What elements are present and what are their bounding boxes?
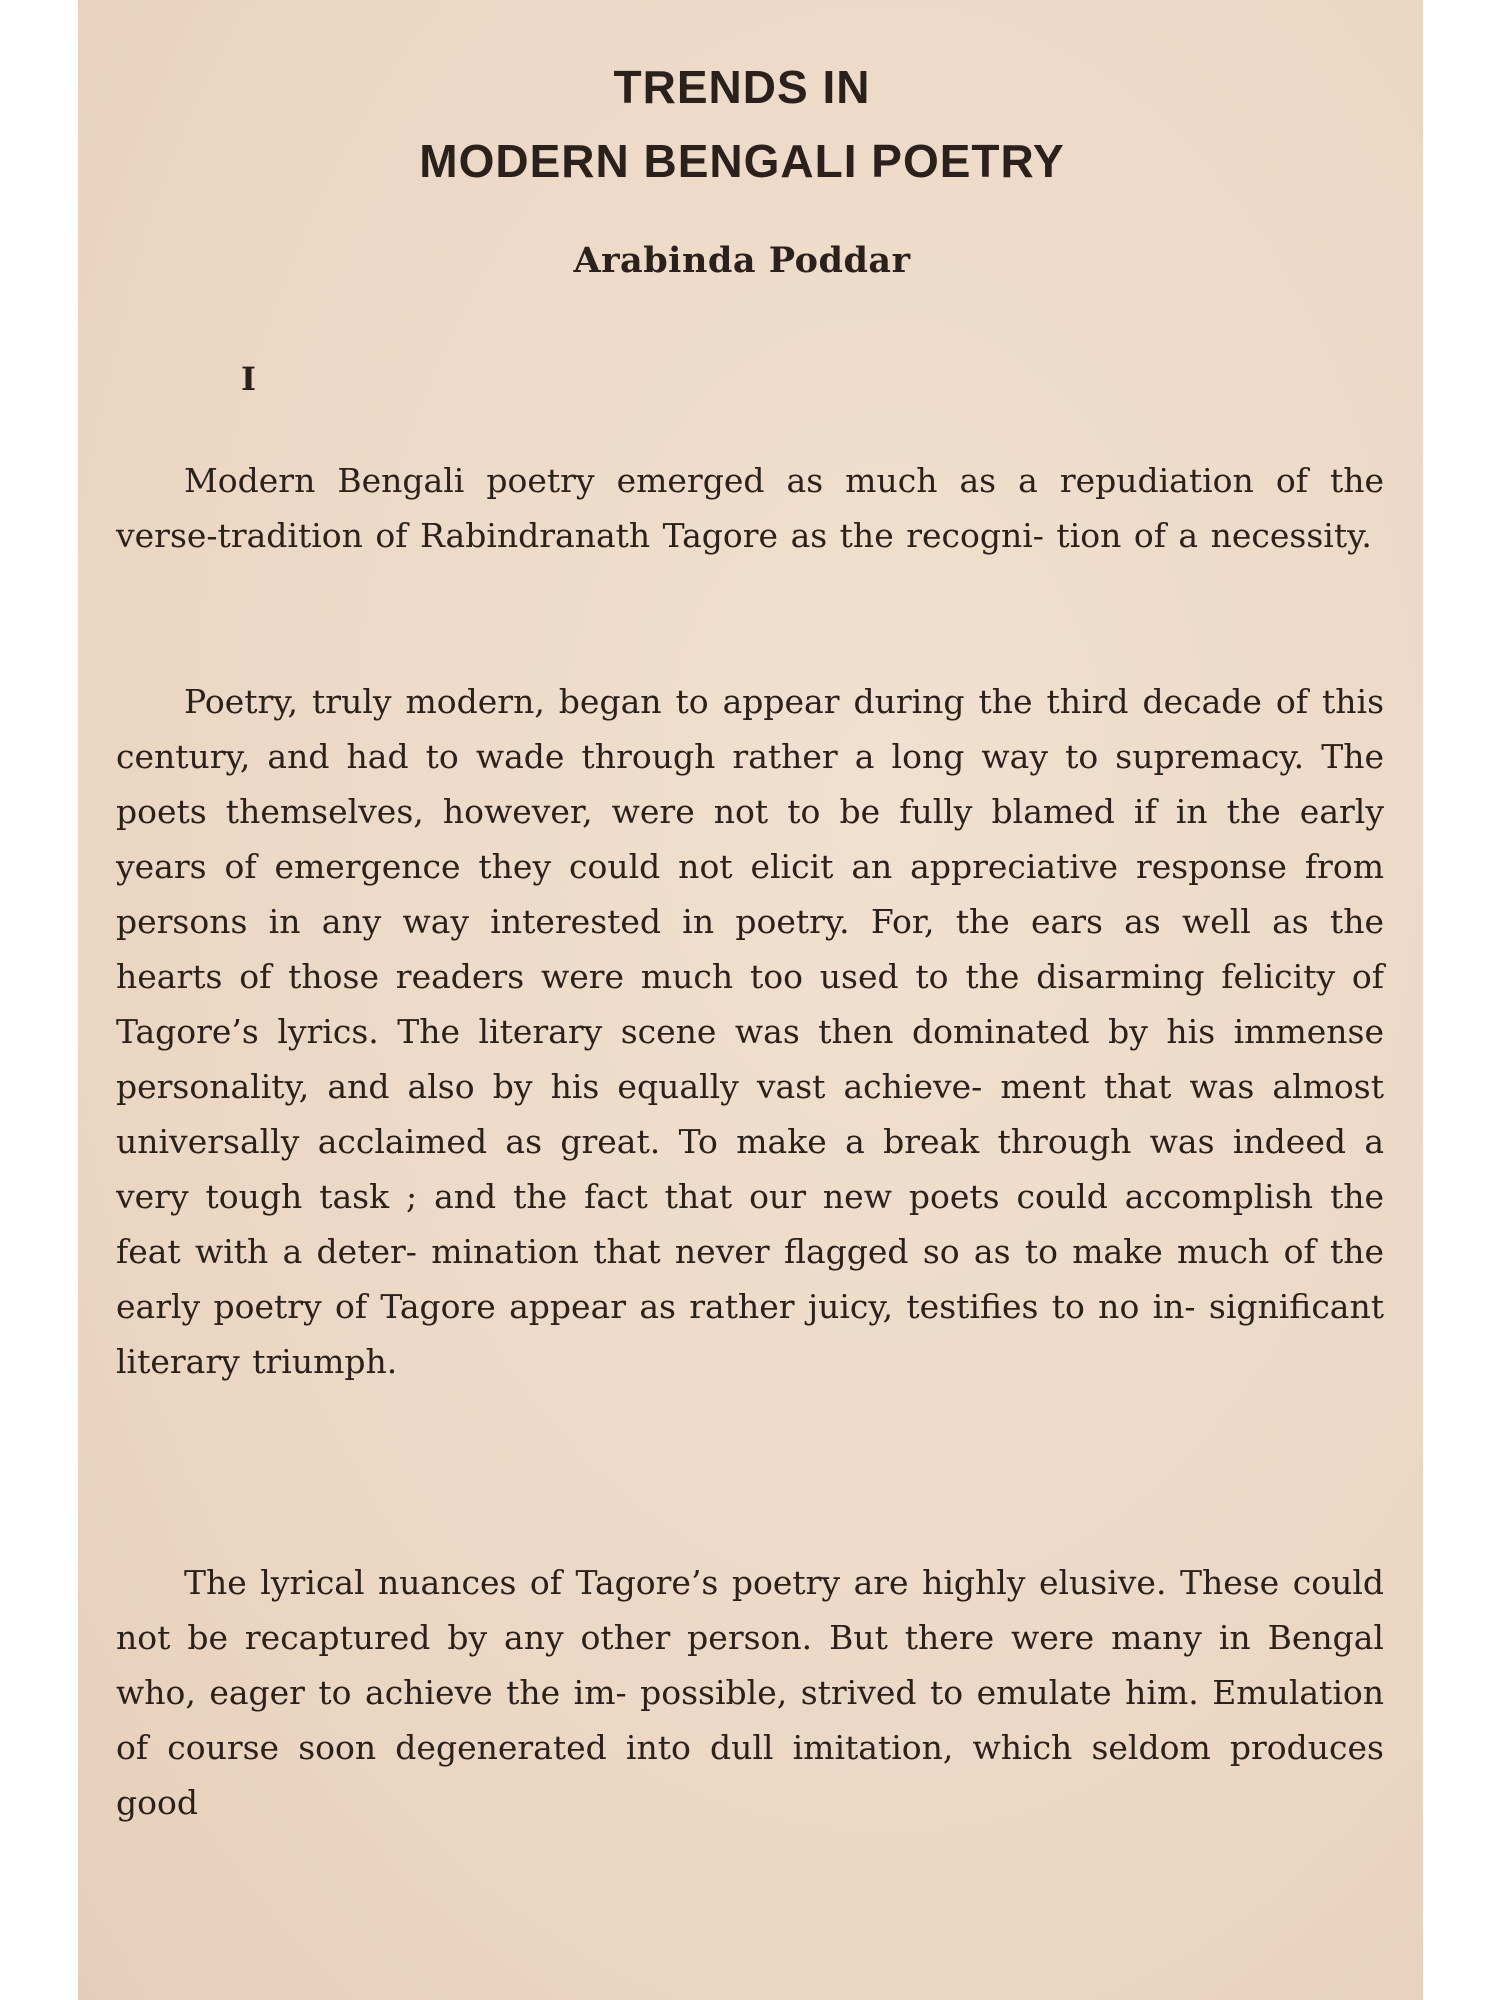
section-number: I <box>241 360 256 398</box>
paragraph-3: The lyrical nuances of Tagore’s poetry are highly elusive. These could not be recaptured by any other person. But there were many in Bengal who, eager to achieve the im- possible, strived to emulate him. Emulation of course soon degenerated into dull imitation, which seldom produces good <box>116 1563 1384 1822</box>
title-line-2: MODERN BENGALI POETRY <box>419 135 1065 187</box>
title-line-1: TRENDS IN <box>613 61 871 113</box>
paragraph-2: Poetry, truly modern, began to appear during the third decade of this century, and had to wade through rather a long way to supremacy. The poets themselves, however, were not to be fully blamed if in the early years of emergence they could not elicit an appreciative response from persons in any way interested in poetry. For, the ears as well as the hearts of those readers were much too used to the disarming felicity of Tagore’s lyrics. The literary scene was then dominated by his immense personality, and also by his equally vast achieve- ment that was almost universally acclaimed as great. To make a break through was indeed a very tough task ; and the fact that our new poets could accomplish the feat with a deter- mination that never flagged so as to make much of the early poetry of Tagore appear as rather juicy, testifies to no in- significant literary triumph. <box>116 682 1384 1381</box>
author-name: Arabinda Poddar <box>573 240 911 281</box>
book-page <box>78 0 1423 2000</box>
paragraph-1: Modern Bengali poetry emerged as much as a repudiation of the verse-tradition of Rabindranath Tagore as the recogni- tion of a necessity. <box>116 461 1384 555</box>
